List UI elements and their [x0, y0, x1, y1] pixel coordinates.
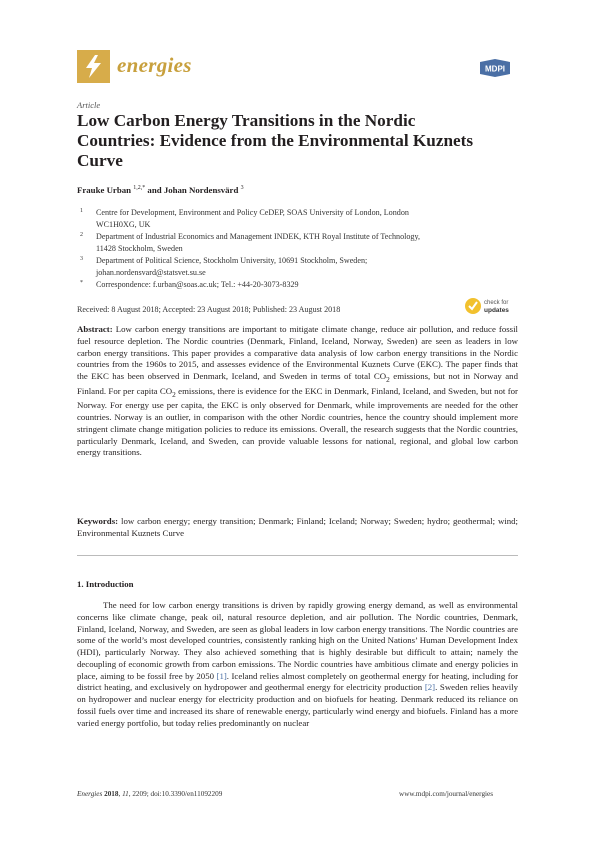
- check-updates-line2: updates: [484, 307, 509, 314]
- abstract-text: emissions, there is evidence for the EKC in Denmark, Finland, Iceland, and Sweden, but not for Norway. For energy use per capita, the EKC is only observed for Denmark, while improvements are needed for the other countries. Norway is an outlier, in comparison with the other Nordic countries, hence the country should implement more stringent climate change mitigation policies to reduce its emissions. Overall, the research suggests that the Nordic countries, particularly Denmark, Iceland, and Sweden, can provide valuable lessons for national, regional, and global low carbon energy transitions.: [77, 385, 518, 458]
- affiliation-mark: *: [80, 280, 83, 286]
- author-affiliation-mark: 1,2,*: [133, 185, 146, 192]
- body-paragraph: [77, 600, 518, 729]
- subscript: 2: [386, 374, 390, 384]
- citation-link[interactable]: [1]: [216, 670, 227, 681]
- footer-citation: Energies 2018, 11, 2209; doi:10.3390/en11092209: [77, 790, 223, 798]
- section-divider: [77, 555, 518, 556]
- author-name[interactable]: Johan Nordensvärd: [163, 185, 239, 195]
- check-updates-line1: check for: [484, 300, 509, 306]
- body-text: The need for low carbon energy transitions is driven by rapidly growing energy demand, as well as environmental concerns like climate change, peak oil, natural resource depletion, and air pollution. The Nordic countries, Denmark, Finland, Iceland, Norway, and Sweden, are seen as global leaders in low carbon energy transitions. The Nordic countries are some of the world’s most developed countries, consistently ranking high on the United Nations’ Human Development Index (HDI), particularly Norway. They also achieved something that is highly desirable but difficult to attain; namely the decoupling of economic growth from carbon emissions. The Nordic countries have ambitious climate and energy policies in place, aiming to be fossil free by 2050: [77, 600, 518, 681]
- keywords: [77, 516, 518, 540]
- body-text: . Iceland relies almost completely on geothermal energy for heating, including for district heating, and exclusively on hydropower and geothermal energy for electricity production: [77, 670, 518, 693]
- affiliation-text: Department of Industrial Economics and Management INDEK, KTH Royal Institute of Technology, 11428 Stockholm, Sweden: [96, 232, 421, 253]
- author-list: [77, 185, 244, 195]
- check-for-updates-button[interactable]: [464, 295, 524, 317]
- mdpi-logo-text: MDPI: [485, 64, 505, 74]
- section-heading: 1. Introduction: [77, 579, 134, 589]
- abstract-text: emissions, but not in Norway and Finland. For per capita CO: [77, 371, 518, 396]
- journal-name: energies: [117, 53, 192, 77]
- footer-year: 2018: [104, 790, 119, 798]
- abstract-label: Abstract:: [77, 324, 113, 334]
- article-type: Article: [77, 100, 101, 110]
- abstract: [77, 324, 518, 459]
- footer-volume: 11: [122, 790, 129, 798]
- affiliation-text: Department of Political Science, Stockholm University, 10691 Stockholm, Sweden; johan.nordensvard@statsvet.su.se: [96, 256, 368, 277]
- keywords-label: Keywords:: [77, 516, 119, 526]
- affiliation-text: Centre for Development, Environment and Policy CeDEP, SOAS University of London, London WC1H0XG, UK: [96, 208, 409, 229]
- correspondence-text[interactable]: Correspondence: f.urban@soas.ac.uk; Tel.: +44-20-3073-8329: [96, 280, 299, 289]
- affiliation-mark: 2: [80, 232, 83, 238]
- publication-dates: Received: 8 August 2018; Accepted: 23 August 2018; Published: 23 August 2018: [77, 305, 341, 314]
- citation-link[interactable]: [2]: [424, 682, 436, 693]
- author-connector: and: [147, 185, 162, 195]
- body-text: . Sweden relies heavily on hydropower and nuclear energy for electricity production and on biofuels for heating. Denmark reduced its reliance on fossil fuels over time and increased its share of renewable energy, particularly wind energy and biofuels. Finland has a more varied energy portfolio, but today relies predominantly on nuclear: [77, 682, 518, 728]
- paper-title: Low Carbon Energy Transitions in the Nordic Countries: Evidence from the Environmental Kuznets Curve: [77, 111, 474, 170]
- footer-url[interactable]: www.mdpi.com/journal/energies: [399, 790, 494, 798]
- author-name[interactable]: Frauke Urban: [77, 185, 132, 195]
- footer-doi[interactable]: , 2209; doi:10.3390/en11092209: [128, 790, 223, 798]
- author-affiliation-mark: 3: [240, 185, 244, 192]
- mdpi-logo-icon: [475, 58, 515, 78]
- affiliation-mark: 1: [80, 208, 83, 214]
- keywords-text: low carbon energy; energy transition; Denmark; Finland; Iceland; Norway; Sweden; hydro; geothermal; wind; Environmental Kuznets Curve: [77, 516, 519, 538]
- abstract-text: Low carbon energy transitions are important to mitigate climate change, reduce air pollution, and reduce fossil fuel resource depletion. The Nordic countries (Denmark, Finland, Iceland, Norway, Sweden) are seen as leaders in low carbon energy transitions. This paper provides a comparative data analysis of low carbon energy transitions in the Nordic countries from the 1960s to 2015, and assesses evidence of the Environmental Kuznets Curve (EKC). The paper finds that the EKC has been observed in Denmark, Iceland, and Sweden in terms of total CO: [77, 324, 518, 382]
- footer-journal: Energies: [77, 790, 103, 798]
- journal-logo-icon: [77, 50, 110, 83]
- affiliation-mark: 3: [80, 256, 83, 262]
- subscript: 2: [172, 389, 176, 399]
